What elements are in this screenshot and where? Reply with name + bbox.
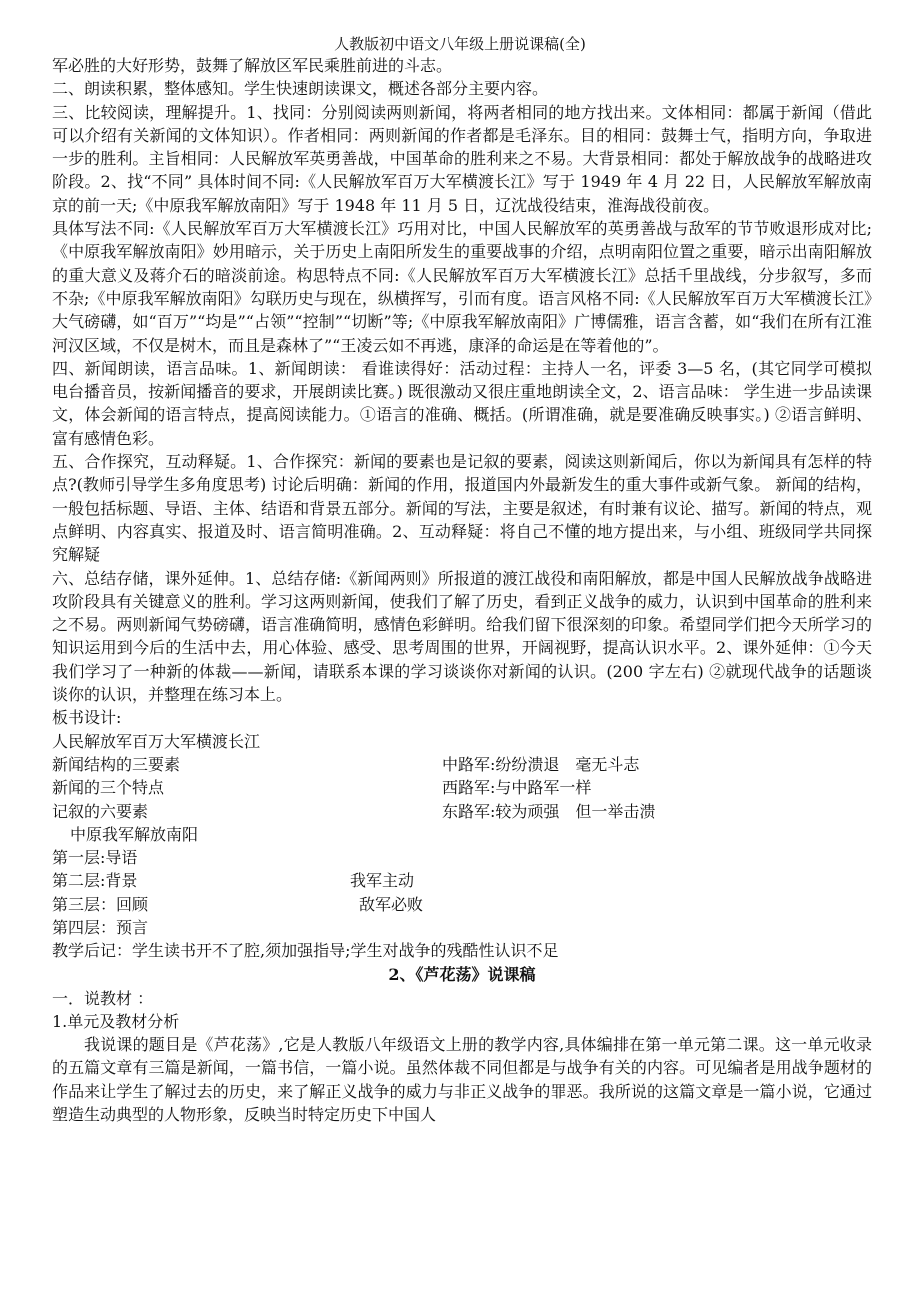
board-row xyxy=(52,753,872,776)
board-row-right: 西路军:与中路军一样 xyxy=(442,778,592,798)
board-row xyxy=(52,776,872,799)
paragraph: 四、新闻朗读，语言品味。1、新闻朗读： 看谁读得好：活动过程：主持人一名，评委 3—5 名，(其它同学可模拟电台播音员，按新闻播音的要求，开展朗读比赛。) 既很激动又很庄重地朗读全文，2、语言品味： 学生进一步品读课文，体会新闻的语言特点，提高阅读能力。①语言的准确、概括。(所谓准确，就是要准确反映事实。) ②语言鲜明、富有感情色彩。 xyxy=(52,358,872,448)
paragraph: 六、总结存储，课外延伸。1、总结存储:《新闻两则》所报道的渡江战役和南阳解放，都是中国人民解放战争战略进攻阶段具有关键意义的胜利。学习这两则新闻，使我们了解了历史，看到正义战争的威力，认识到中国革命的胜利来之不易。两则新闻气势磅礴，语言准确简明，感情色彩鲜明。给我们留下很深刻的印象。希望同学们把今天所学习的知识运用到今后的生活中去，用心体验、感受、思考周围的世界，开阔视野，提高认识水平。2、课外延伸：①今天我们学习了一种新的体裁——新闻，请联系本课的学习谈谈你对新闻的认识。(200 字左右) ②就现代战争的话题谈谈你的认识，并整理在练习本上。 xyxy=(52,568,872,705)
board-row-left: 记叙的六要素 xyxy=(52,801,149,821)
board-row xyxy=(52,893,872,916)
section-heading: 一．说教材 ： xyxy=(52,988,154,1008)
board-row-right: 东路军:较为顽强 但一举击溃 xyxy=(442,801,656,821)
board-row-left: 第一层:导语 xyxy=(52,848,138,868)
page-header: 人教版初中语文八年级上册说课稿(全) xyxy=(334,35,586,53)
teaching-postscript: 教学后记：学生读书开不了腔,须加强指导;学生对战争的残酷性认识不足 xyxy=(52,941,559,961)
document-body xyxy=(52,34,872,1126)
paragraph: 军必胜的大好形势，鼓舞了解放区军民乘胜前进的斗志。 xyxy=(52,56,453,75)
board-row-left: 第四层：预言 xyxy=(52,917,149,937)
board-row-right: 敌军必败 xyxy=(359,894,424,914)
board-row-left: 第三层：回顾 xyxy=(52,894,149,914)
board-row-right: 我军主动 xyxy=(350,871,415,891)
paragraph: 五、合作探究，互动释疑。1、合作探究：新闻的要素也是记叙的要素，阅读这则新闻后，你以为新闻具有怎样的特点?(教师引导学生多角度思考) 讨论后明确：新闻的作用，报道国内外最新发生的重大事件或新气象。 新闻的结构，一般包括标题、导语、主体、结语和背景五部分。新闻的写法，主要是叙述，有时兼有议论、描写。新闻的特点，观点鲜明、内容真实、报道及时、语言简明准确。2、互动释疑：将自己不懂的地方提出来，与小组、班级同学共同探究解疑 xyxy=(52,452,872,565)
paragraph: 二、朗读积累，整体感知。学生快速朗读课文，概述各部分主要内容。 xyxy=(52,79,549,99)
board-row xyxy=(52,800,872,823)
board-row xyxy=(52,846,872,869)
board-subtitle: 中原我军解放南阳 xyxy=(70,824,199,844)
board-row-right: 中路军:纷纷溃退 毫无斗志 xyxy=(442,754,640,774)
section-title: 2、《芦花荡》说课稿 xyxy=(388,964,536,984)
board-row xyxy=(52,916,872,939)
section-subheading: 1.单元及教材分析 xyxy=(52,1011,180,1031)
board-row-left: 新闻结构的三要素 xyxy=(52,754,181,774)
board-row xyxy=(52,869,872,892)
board-design-label: 板书设计: xyxy=(52,708,122,728)
paragraph: 具体写法不同:《人民解放军百万大军横渡长江》巧用对比，中国人民解放军的英勇善战与敌军的节节败退形成对比;《中原我军解放南阳》妙用暗示，关于历史上南阳所发生的重要战事的介绍，点明南阳位置之重要，暗示出南阳解放的重大意义及蒋介石的暗淡前途。构思特点不同:《人民解放军百万大军横渡长江》总括千里战线，分步叙写，多而不杂;《中原我军解放南阳》勾联历史与现在，纵横挥写，引而有度。语言风格不同:《人民解放军百万大军横渡长江》大气磅礴，如“百万”“均是”“占领”“控制”“切断”等;《中原我军解放南阳》广博儒雅，语言含蓄，如“我们在所有江淮河汉区域，不仅是树木，而且是森林了”“王凌云如不再逃，康泽的命运是在等着他的”。 xyxy=(52,219,872,355)
board-row-left: 第二层:背景 xyxy=(52,871,138,891)
paragraph: 三、比较阅读，理解提升。1、找同：分别阅读两则新闻，将两者相同的地方找出来。文体相同：都属于新闻（借此可以介绍有关新闻的文体知识）。作者相同：两则新闻的作者都是毛泽东。目的相同：鼓舞士气，指明方向，争取进一步的胜利。主旨相同：人民解放军英勇善战，中国革命的胜利来之不易。大背景相同：都处于解放战争的战略进攻阶段。2、找“不同” 具体时间不同:《人民解放军百万大军横渡长江》写于 1949 年 4 月 22 日，人民解放军解放南京的前一天;《中原我军解放南阳》写于 1948 年 11 月 5 日，辽沈战役结束，淮海战役前夜。 xyxy=(52,102,872,215)
board-row-left: 新闻的三个特点 xyxy=(52,778,165,798)
board-title: 人民解放军百万大军横渡长江 xyxy=(52,731,261,751)
paragraph: 我说课的题目是《芦花荡》,它是人教版八年级语文上册的教学内容,具体编排在第一单元第二课。这一单元收录的五篇文章有三篇是新闻，一篇书信，一篇小说。虽然体裁不同但都是与战争有关的内容。可见编者是用战争题材的作品来让学生了解过去的历史，来了解正义战争的威力与非正义战争的罪恶。我所说的这篇文章是一篇小说，它通过塑造生动典型的人物形象，反映当时特定历史下中国人 xyxy=(52,1035,872,1125)
